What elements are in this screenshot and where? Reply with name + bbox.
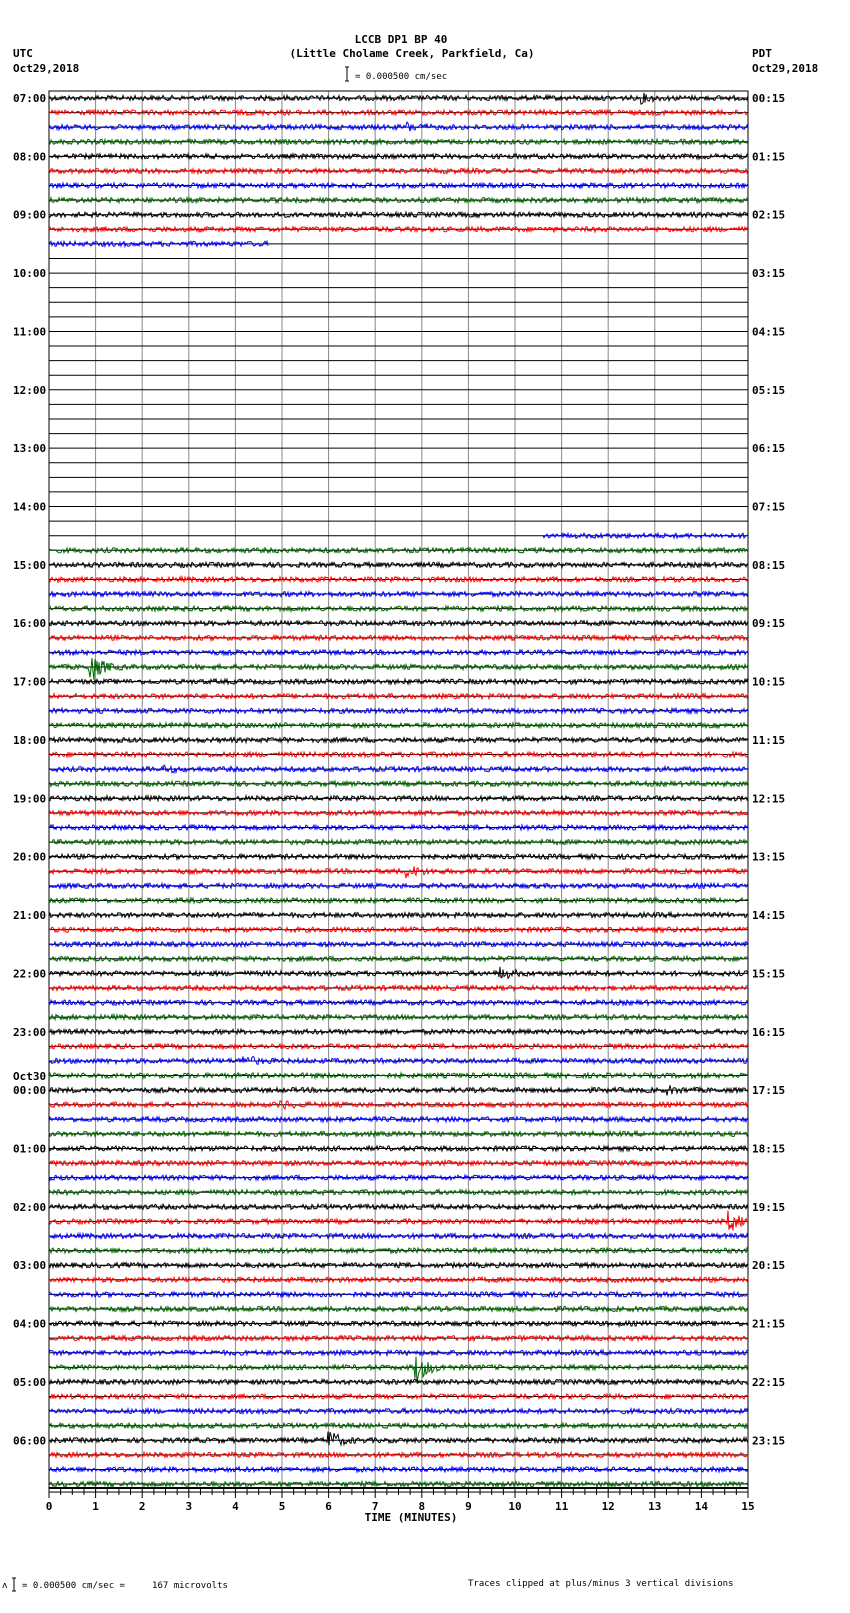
utc-hour-label: 16:00 (13, 617, 47, 631)
utc-hour-label: 07:00 (13, 92, 47, 105)
x-tick-label: 5 (278, 1500, 286, 1513)
x-tick-label: 13 (648, 1500, 662, 1513)
x-tick-label: 0 (45, 1500, 53, 1513)
utc-hour-label: 12:00 (13, 383, 47, 397)
x-tick-label: 10 (508, 1500, 522, 1513)
left-timezone: UTC (13, 47, 33, 60)
utc-hour-label: 13:00 (13, 442, 47, 456)
pdt-hour-label: 17:15 (752, 1084, 786, 1098)
utc-hour-label: 09:00 (13, 208, 47, 222)
seismic-trace (49, 1423, 748, 1428)
utc-hour-label: 23:00 (13, 1025, 47, 1039)
seismic-trace (49, 1432, 748, 1446)
right-date: Oct29,2018 (752, 62, 819, 75)
footer-mark: ʌ (2, 1581, 8, 1591)
x-tick-label: 14 (694, 1500, 709, 1513)
utc-hour-label: 04:00 (13, 1317, 47, 1331)
utc-hour-label: 15:00 (13, 558, 47, 572)
x-axis-label: TIME (MINUTES) (364, 1511, 458, 1524)
footer-note: Traces clipped at plus/minus 3 vertical divisions (468, 1579, 734, 1589)
x-tick-label: 4 (232, 1500, 239, 1513)
left-date: Oct29,2018 (13, 62, 80, 75)
pdt-hour-label: 07:15 (752, 500, 786, 514)
x-tick-label: 1 (92, 1500, 99, 1513)
scale-label: = 0.000500 cm/sec (355, 72, 448, 82)
pdt-hour-label: 20:15 (752, 1259, 786, 1273)
pdt-hour-label: 14:15 (752, 909, 786, 923)
seismic-trace (49, 866, 748, 878)
seismic-trace (49, 658, 748, 680)
pdt-hour-label: 10:15 (752, 675, 786, 689)
x-tick-label: 11 (554, 1500, 569, 1513)
utc-hour-label: 22:00 (13, 967, 47, 981)
x-tick-label: 7 (371, 1500, 379, 1513)
pdt-hour-label: 06:15 (752, 442, 786, 456)
x-tick-label: 8 (418, 1500, 426, 1513)
utc-hour-label: 02:00 (13, 1200, 47, 1214)
x-tick-label: 3 (185, 1500, 193, 1513)
seismic-trace (49, 1101, 748, 1109)
pdt-hour-label: 04:15 (752, 325, 786, 339)
utc-hour-label: 00:00 (13, 1084, 47, 1098)
x-tick-label: 6 (325, 1500, 332, 1513)
pdt-hour-label: 00:15 (752, 92, 786, 105)
utc-hour-label: 17:00 (13, 675, 47, 689)
chart-subtitle: (Little Cholame Creek, Parkfield, Ca) (289, 47, 535, 60)
seismic-trace (49, 898, 748, 903)
pdt-hour-label: 01:15 (752, 150, 786, 164)
utc-hour-label: 05:00 (13, 1375, 47, 1389)
pdt-hour-label: 19:15 (752, 1200, 786, 1214)
seismic-trace (49, 781, 748, 786)
pdt-hour-label: 08:15 (752, 558, 786, 572)
pdt-hour-label: 21:15 (752, 1317, 786, 1331)
pdt-hour-label: 15:15 (752, 967, 786, 981)
x-tick-label: 2 (138, 1500, 146, 1513)
pdt-hour-label: 22:15 (752, 1375, 786, 1389)
pdt-hour-label: 11:15 (752, 733, 786, 747)
x-tick-label: 15 (741, 1500, 755, 1513)
chart-title: LCCB DP1 BP 40 (354, 33, 448, 46)
pdt-hour-label: 18:15 (752, 1142, 786, 1156)
utc-hour-label: 20:00 (13, 850, 47, 864)
seismic-trace (49, 592, 748, 597)
pdt-hour-label: 13:15 (752, 850, 786, 864)
seismic-trace (49, 1379, 748, 1384)
pdt-hour-label: 03:15 (752, 267, 786, 281)
pdt-hour-label: 23:15 (752, 1434, 786, 1448)
seismic-trace (49, 1350, 748, 1355)
utc-hour-label: 03:00 (13, 1259, 47, 1273)
utc-hour-label: 21:00 (13, 909, 47, 923)
date-change-label: Oct30 (13, 1070, 47, 1084)
utc-hour-label: 06:00 (13, 1434, 47, 1448)
pdt-hour-label: 05:15 (752, 383, 786, 397)
utc-hour-label: 19:00 (13, 792, 47, 806)
utc-hour-label: 10:00 (13, 267, 47, 281)
x-tick-label: 12 (601, 1500, 615, 1513)
x-tick-label: 9 (465, 1500, 472, 1513)
utc-hour-label: 08:00 (13, 150, 47, 164)
seismic-trace (49, 967, 748, 978)
pdt-hour-label: 02:15 (752, 208, 786, 222)
seismic-trace (49, 1357, 748, 1384)
pdt-hour-label: 09:15 (752, 617, 786, 631)
seismic-trace (49, 1211, 748, 1231)
utc-hour-label: 01:00 (13, 1142, 47, 1156)
utc-hour-label: 18:00 (13, 733, 47, 747)
right-timezone: PDT (752, 47, 772, 60)
utc-hour-label: 11:00 (13, 325, 47, 339)
seismic-trace (49, 883, 748, 888)
footer-scale: = 0.000500 cm/sec = 167 microvolts (22, 1581, 228, 1591)
pdt-hour-label: 12:15 (752, 792, 786, 806)
utc-hour-label: 14:00 (13, 500, 47, 514)
pdt-hour-label: 16:15 (752, 1025, 786, 1039)
